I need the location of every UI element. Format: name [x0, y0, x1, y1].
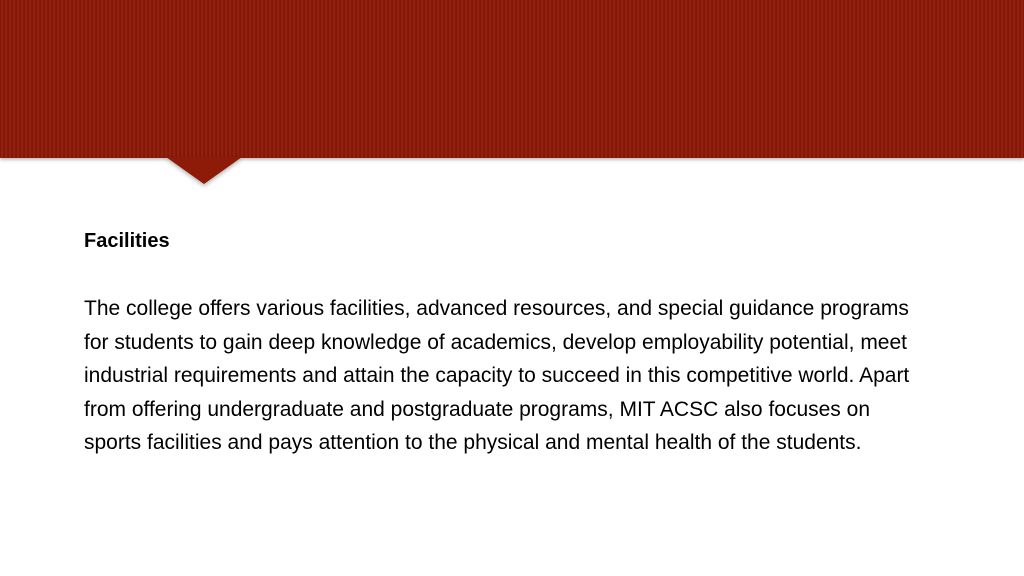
- slide-content: [84, 226, 944, 460]
- slide-body-text: The college offers various facilities, advanced resources, and special guidance programs for students to gain deep knowledge of academics, develop employability potential, meet industrial requirements and attain the capacity to succeed in this competitive world. Apart from offering undergraduate and postgraduate programs, MIT ACSC also focuses on sports facilities and pays attention to the physical and mental health of the students.: [84, 297, 910, 454]
- header-band: [0, 0, 1024, 158]
- slide-heading: Facilities: [84, 230, 170, 252]
- header-notch: [166, 157, 242, 184]
